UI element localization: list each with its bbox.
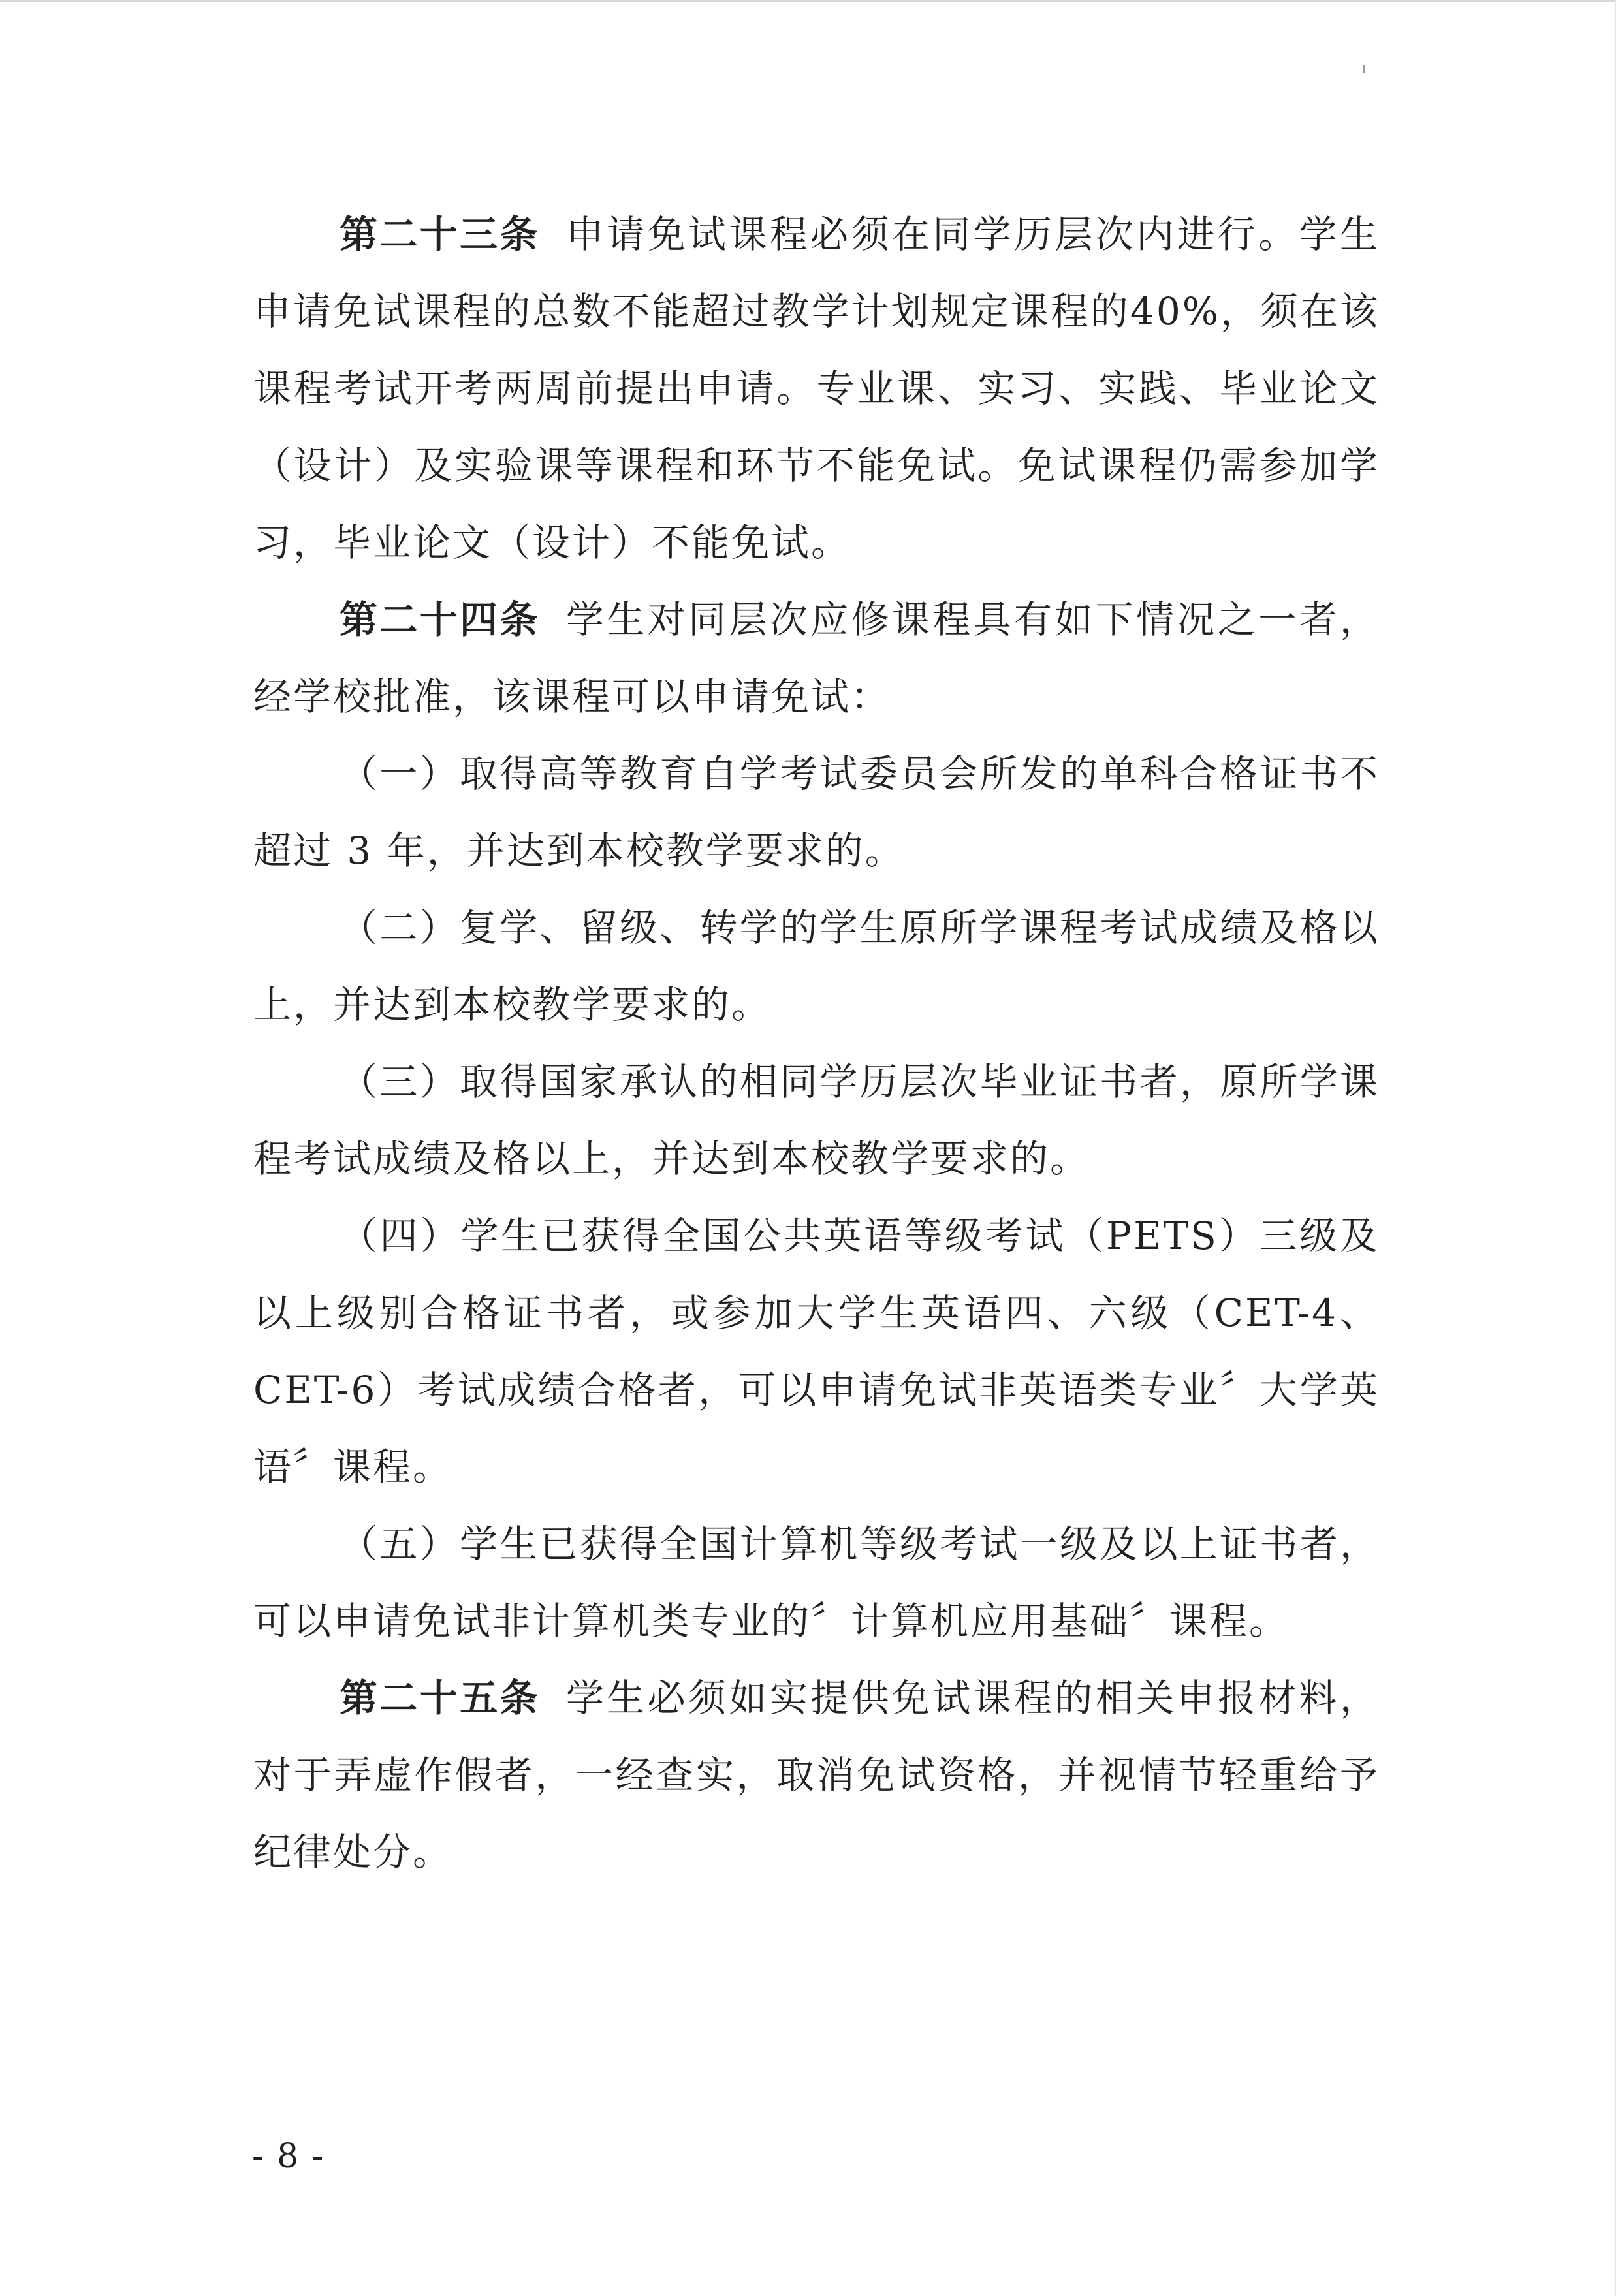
paragraph-text: 学生对同层次应修课程具有如下情况之一者，经学校批准，该课程可以申请免试： [253,597,1380,719]
paragraph-text: （四）学生已获得全国公共英语等级考试（PETS）三级及以上级别合格证书者，或参加大学生英语四、六级（CET-4、CET-6）考试成绩合格者，可以申请免试非英语类专业〞大学英语〞课程。 [253,1214,1380,1489]
article-24-paragraph [253,581,1380,735]
article-title: 第二十三条 [340,212,540,257]
paragraph-text: （三）取得国家承认的相同学历层次毕业证书者，原所学课程考试成绩及格以上，并达到本校教学要求的。 [253,1060,1380,1181]
scan-top-edge [0,0,1616,2]
article-25-paragraph [253,1659,1380,1891]
paragraph-text: 申请免试课程必须在同学历层次内进行。学生申请免试课程的总数不能超过教学计划规定课程的40%，须在该课程考试开考两周前提出申请。专业课、实习、实践、毕业论文（设计）及实验课等课程和环节不能免试。免试课程仍需参加学习，毕业论文（设计）不能免试。 [253,212,1380,565]
paragraph-text: 学生必须如实提供免试课程的相关申报材料，对于弄虚作假者，一经查实，取消免试资格，并视情节轻重给予纪律处分。 [253,1676,1380,1874]
article-23-paragraph [253,196,1380,581]
page-number: - 8 - [252,2137,325,2176]
document-body [253,196,1380,1891]
scan-speck [1363,65,1365,73]
paragraph-text: （二）复学、留级、转学的学生原所学课程考试成绩及格以上，并达到本校教学要求的。 [253,905,1380,1027]
list-item-3 [253,1043,1380,1197]
paragraph-text: （一）取得高等教育自学考试委员会所发的单科合格证书不超过 3 年，并达到本校教学要求的。 [253,751,1380,873]
article-title: 第二十五条 [340,1676,540,1720]
article-title: 第二十四条 [340,597,540,642]
list-item-2 [253,889,1380,1043]
list-item-1 [253,735,1380,889]
list-item-4 [253,1197,1380,1505]
list-item-5 [253,1505,1380,1659]
paragraph-text: （五）学生已获得全国计算机等级考试一级及以上证书者，可以申请免试非计算机类专业的〞计算机应用基础〞课程。 [253,1522,1380,1643]
